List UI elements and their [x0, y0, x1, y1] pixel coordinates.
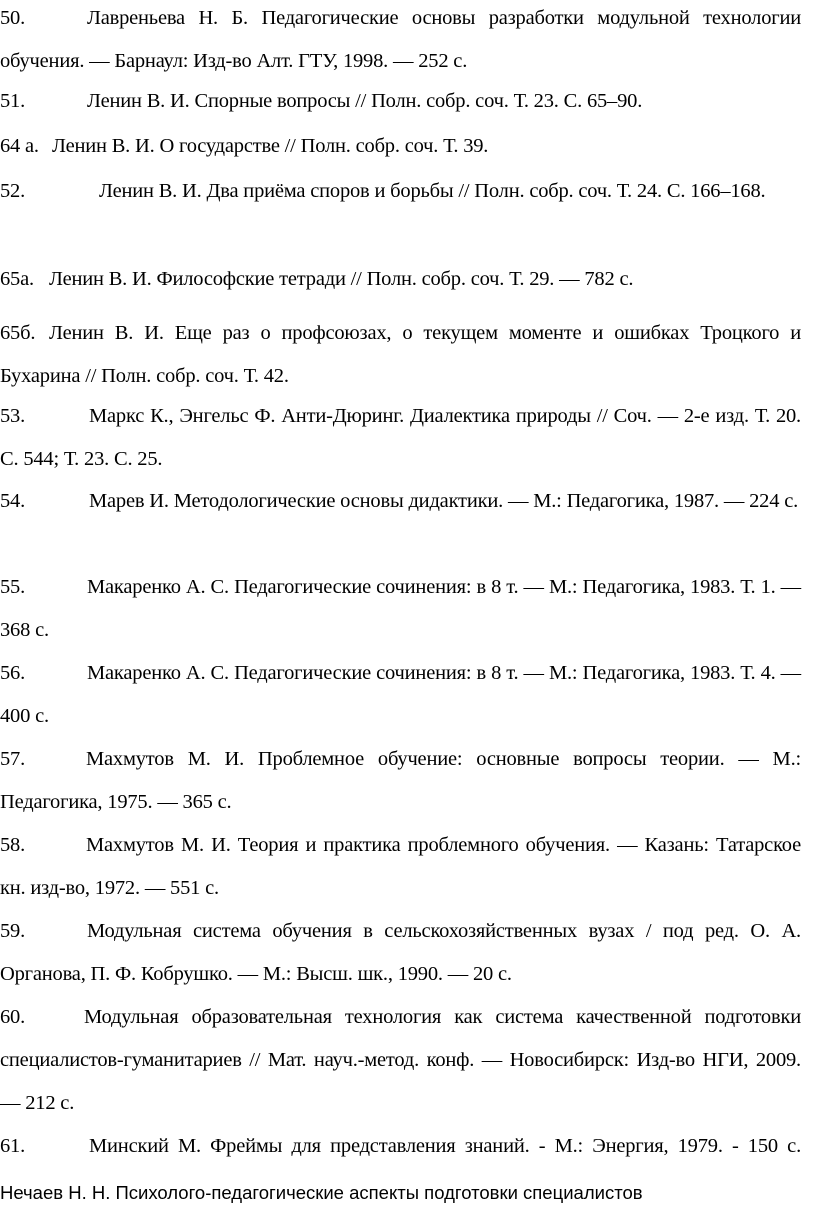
reference-item [0, 80, 801, 123]
reference-number: 54. [0, 490, 26, 512]
reference-number: 50. [0, 7, 26, 29]
reference-item [0, 1125, 801, 1168]
reference-number: 65б. [0, 322, 36, 344]
reference-number: 51. [0, 90, 26, 112]
reference-text: Ленин В. И. О государстве // Полн. собр. соч. Т. 39. [52, 135, 489, 157]
reference-text: Ленин В. И. Спорные вопросы // Полн. собр. соч. Т. 23. С. 65–90. [87, 90, 643, 112]
reference-text: Макаренко А. С. Педагогические сочинения: в 8 т. — М.: Педагогика, 1983. Т. 1. — 368 с. [0, 576, 801, 641]
reference-text: Маркс К., Энгельс Ф. Анти-Дюринг. Диалектика природы // Соч. — 2-е изд. Т. 20. С. 544; Т. 23. С. 25. [0, 405, 801, 470]
reference-number: 57. [0, 748, 26, 770]
reference-item [0, 996, 801, 1125]
reference-item [0, 258, 801, 301]
page-footer: Нечаев Н. Н. Психолого-педагогические аспекты подготовки специалистов [0, 1182, 643, 1203]
reference-item [0, 566, 801, 652]
reference-item [0, 480, 801, 523]
reference-text: Махмутов М. И. Теория и практика проблемного обучения. — Казань: Татарское кн. изд-во, 1972. — 551 с. [0, 834, 801, 899]
reference-number: 52. [0, 180, 26, 202]
reference-item [0, 738, 801, 824]
reference-text: Марев И. Методологические основы дидактики. — М.: Педагогика, 1987. — 224 с. [89, 490, 799, 512]
reference-item [0, 0, 801, 83]
reference-number: 59. [0, 920, 26, 942]
reference-text: Махмутов М. И. Проблемное обучение: основные вопросы теории. — М.: Педагогика, 1975. — 365 с. [0, 748, 801, 813]
reference-item [0, 910, 801, 996]
reference-text: Макаренко А. С. Педагогические сочинения: в 8 т. — М.: Педагогика, 1983. Т. 4. — 400 с. [0, 662, 801, 727]
reference-item [0, 824, 801, 910]
reference-text: Модульная система обучения в сельскохозяйственных вузах / под ред. О. А. Органова, П. Ф. Кобрушко. — М.: Высш. шк., 1990. — 20 с. [0, 920, 801, 985]
reference-number: 65а. [0, 268, 34, 290]
reference-number: 64 а. [0, 135, 39, 157]
reference-item [0, 395, 801, 481]
reference-number: 58. [0, 834, 26, 856]
reference-text: Лавреньева Н. Б. Педагогические основы разработки модульной технологии обучения. — Барнаул: Изд-во Алт. ГТУ, 1998. — 252 с. [0, 7, 801, 72]
reference-text: Ленин В. И. Два приёма споров и борьбы // Полн. собр. соч. Т. 24. С. 166–168. [99, 180, 766, 202]
reference-number: 56. [0, 662, 26, 684]
reference-text: Минский М. Фреймы для представления знаний. - М.: Энергия, 1979. - 150 с. [89, 1135, 801, 1157]
reference-number: 53. [0, 405, 26, 427]
reference-item [0, 652, 801, 738]
reference-text: Ленин В. И. Философские тетради // Полн. собр. соч. Т. 29. — 782 с. [49, 268, 634, 290]
reference-item [0, 170, 801, 213]
reference-item [0, 312, 801, 398]
reference-item [0, 125, 801, 168]
reference-number: 61. [0, 1135, 26, 1157]
reference-text: Модульная образовательная технология как система качественной подготовки специалистов-гуманитариев // Мат. науч.-метод. конф. — Новосибирск: Изд-во НГИ, 2009. — 212 с. [0, 1006, 801, 1114]
reference-number: 60. [0, 1006, 26, 1028]
reference-number: 55. [0, 576, 26, 598]
reference-text: Ленин В. И. Еще раз о профсоюзах, о текущем моменте и ошибках Троцкого и Бухарина // Полн. собр. соч. Т. 42. [0, 322, 801, 387]
